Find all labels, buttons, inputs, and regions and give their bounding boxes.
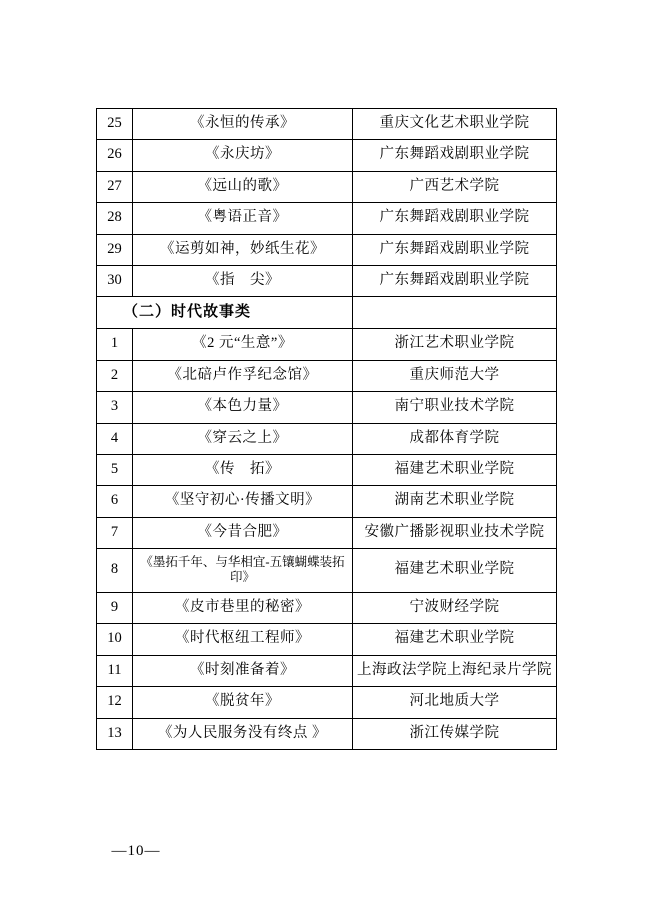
table-row [97, 593, 557, 624]
organization: 福建艺术职业学院 [353, 624, 557, 655]
organization: 宁波财经学院 [353, 593, 557, 624]
organization: 湖南艺术职业学院 [353, 486, 557, 517]
row-number: 25 [97, 109, 133, 140]
work-title: 《坚守初心·传播文明》 [133, 486, 353, 517]
organization: 成都体育学院 [353, 423, 557, 454]
table-row [97, 517, 557, 548]
organization: 浙江传媒学院 [353, 718, 557, 749]
organization: 上海政法学院上海纪录片学院 [353, 655, 557, 686]
table-row [97, 329, 557, 360]
organization: 广东舞蹈戏剧职业学院 [353, 140, 557, 171]
organization: 重庆文化艺术职业学院 [353, 109, 557, 140]
row-number: 26 [97, 140, 133, 171]
organization: 河北地质大学 [353, 687, 557, 718]
organization: 福建艺术职业学院 [353, 454, 557, 485]
row-number: 6 [97, 486, 133, 517]
work-title: 《为人民服务没有终点 》 [133, 718, 353, 749]
table-row [97, 140, 557, 171]
award-list-table [96, 108, 557, 750]
work-title: 《时代枢纽工程师》 [133, 624, 353, 655]
table-body [97, 109, 557, 750]
work-title: 《本色力量》 [133, 392, 353, 423]
organization: 重庆师范大学 [353, 360, 557, 391]
page-number: —10— [111, 843, 161, 859]
row-number: 8 [97, 549, 133, 593]
row-number: 29 [97, 234, 133, 265]
work-title: 《脱贫年》 [133, 687, 353, 718]
table-row [97, 423, 557, 454]
work-title: 《墨拓千年、与华相宜-五镶蝴蝶装拓印》 [133, 549, 353, 593]
table-row [97, 454, 557, 485]
table-row [97, 624, 557, 655]
work-title: 《粤语正音》 [133, 203, 353, 234]
row-number: 4 [97, 423, 133, 454]
table-row [97, 687, 557, 718]
row-number: 11 [97, 655, 133, 686]
organization: 广东舞蹈戏剧职业学院 [353, 203, 557, 234]
work-title: 《时刻准备着》 [133, 655, 353, 686]
table-row [97, 360, 557, 391]
table-row [97, 549, 557, 593]
row-number: 12 [97, 687, 133, 718]
table-row [97, 234, 557, 265]
work-title: 《北碚卢作孚纪念馆》 [133, 360, 353, 391]
work-title: 《今昔合肥》 [133, 517, 353, 548]
organization: 广东舞蹈戏剧职业学院 [353, 234, 557, 265]
row-number: 27 [97, 171, 133, 202]
work-title: 《皮市巷里的秘密》 [133, 593, 353, 624]
organization: 福建艺术职业学院 [353, 549, 557, 593]
work-title: 《穿云之上》 [133, 423, 353, 454]
row-number: 28 [97, 203, 133, 234]
organization: 南宁职业技术学院 [353, 392, 557, 423]
table-row [97, 486, 557, 517]
table-row [97, 171, 557, 202]
row-number: 5 [97, 454, 133, 485]
section-row [97, 297, 557, 329]
section-label: （二）时代故事类 [97, 297, 353, 329]
row-number: 10 [97, 624, 133, 655]
row-number: 7 [97, 517, 133, 548]
table-row [97, 392, 557, 423]
page-footer [0, 843, 650, 860]
table-row [97, 655, 557, 686]
work-title: 《永恒的传承》 [133, 109, 353, 140]
row-number: 9 [97, 593, 133, 624]
work-title: 《2 元“生意”》 [133, 329, 353, 360]
organization: 广东舞蹈戏剧职业学院 [353, 265, 557, 296]
work-title: 《永庆坊》 [133, 140, 353, 171]
organization: 浙江艺术职业学院 [353, 329, 557, 360]
organization: 安徽广播影视职业技术学院 [353, 517, 557, 548]
work-title: 《传 拓》 [133, 454, 353, 485]
table-row [97, 109, 557, 140]
work-title: 《指 尖》 [133, 265, 353, 296]
row-number: 3 [97, 392, 133, 423]
row-number: 30 [97, 265, 133, 296]
section-empty-cell [353, 297, 557, 329]
organization: 广西艺术学院 [353, 171, 557, 202]
row-number: 13 [97, 718, 133, 749]
table-row [97, 718, 557, 749]
table-row [97, 203, 557, 234]
work-title: 《运剪如神，妙纸生花》 [133, 234, 353, 265]
work-title: 《远山的歌》 [133, 171, 353, 202]
row-number: 2 [97, 360, 133, 391]
table-row [97, 265, 557, 296]
row-number: 1 [97, 329, 133, 360]
